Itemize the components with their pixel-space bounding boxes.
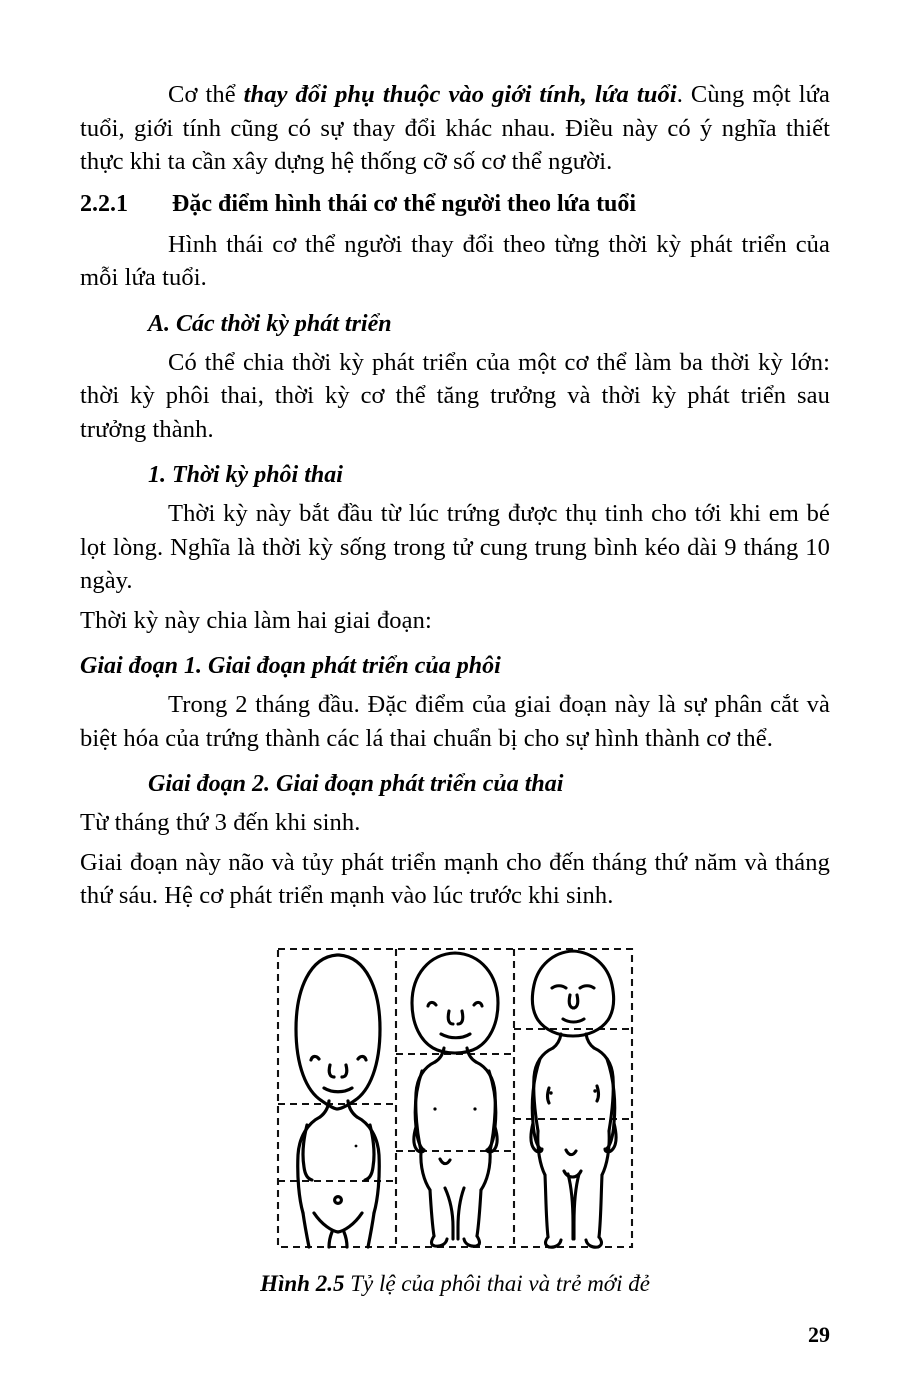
- paragraph-morphology: Hình thái cơ thể người thay đổi theo từng thời kỳ phát triển của mỗi lứa tuổi.: [80, 230, 830, 291]
- body-proportion-diagram-svg: [274, 941, 636, 1253]
- figure-caption-label: Hình 2.5: [260, 1270, 345, 1296]
- paragraph-intro-text-a: Cơ thể: [168, 81, 244, 108]
- paragraph-intro-emphasis: thay đổi phụ thuộc vào giới tính, lứa tuổi: [243, 81, 677, 108]
- section-title: Đặc điểm hình thái cơ thể người theo lứa tuổi: [172, 190, 637, 217]
- paragraph-stage-1-description: Trong 2 tháng đầu. Đặc điểm của giai đoạn này là sự phân cắt và biệt hóa của trứng thành các lá thai chuẩn bị cho sự hình thành cơ thể.: [80, 691, 830, 752]
- page-number: 29: [808, 1322, 830, 1347]
- section-heading-2-2-1: [80, 191, 830, 218]
- paragraph-stage-2-duration: Từ tháng thứ 3 đến khi sinh.: [80, 809, 361, 836]
- paragraph-stage-2-description: Giai đoạn này não và tủy phát triển mạnh cho đến tháng thứ năm và tháng thứ sáu. Hệ cơ phát triển mạnh vào lúc trước khi sinh.: [80, 848, 830, 909]
- paragraph-embryonic-description: Thời kỳ này bắt đầu từ lúc trứng được thụ tinh cho tới khi em bé lọt lòng. Nghĩa là thời kỳ sống trong tử cung trung bình kéo dài 9 tháng 10 ngày.: [80, 500, 830, 594]
- paragraph-three-periods: Có thể chia thời kỳ phát triển của một cơ thể làm ba thời kỳ lớn: thời kỳ phôi thai, thời kỳ cơ thể tăng trưởng và thời kỳ phát triển sau trưởng thành.: [80, 348, 830, 443]
- page-content: [80, 78, 830, 1297]
- paragraph-two-stages: Thời kỳ này chia làm hai giai đoạn:: [80, 606, 432, 634]
- figure-panel-fetus: [296, 955, 380, 1247]
- paragraph-intro: [80, 78, 830, 179]
- figure-caption-text: Tỷ lệ của phôi thai và trẻ mới đẻ: [350, 1270, 650, 1296]
- figure-panel-newborn: [412, 953, 498, 1246]
- figure-caption: [260, 1271, 650, 1297]
- heading-stage-2: Giai đoạn 2. Giai đoạn phát triển của thai: [148, 771, 564, 797]
- figure-illustration: [274, 941, 636, 1253]
- heading-a-developmental-periods: A. Các thời kỳ phát triển: [148, 310, 392, 337]
- heading-stage-1: Giai đoạn 1. Giai đoạn phát triển của phôi: [80, 653, 501, 679]
- heading-1-embryonic-period: 1. Thời kỳ phôi thai: [148, 462, 343, 488]
- figure-2-5: [80, 941, 830, 1297]
- paragraph-intro-text-b: . Cùng một lứa tuổi, giới tính cũng có sự thay đổi khác nhau. Điều này có ý nghĩa thiết thực khi ta cần xây dựng hệ thống cỡ số cơ thể người.: [80, 81, 830, 175]
- section-number: 2.2.1: [80, 190, 128, 217]
- figure-panel-infant: [531, 951, 616, 1247]
- proportion-grid: [278, 949, 632, 1247]
